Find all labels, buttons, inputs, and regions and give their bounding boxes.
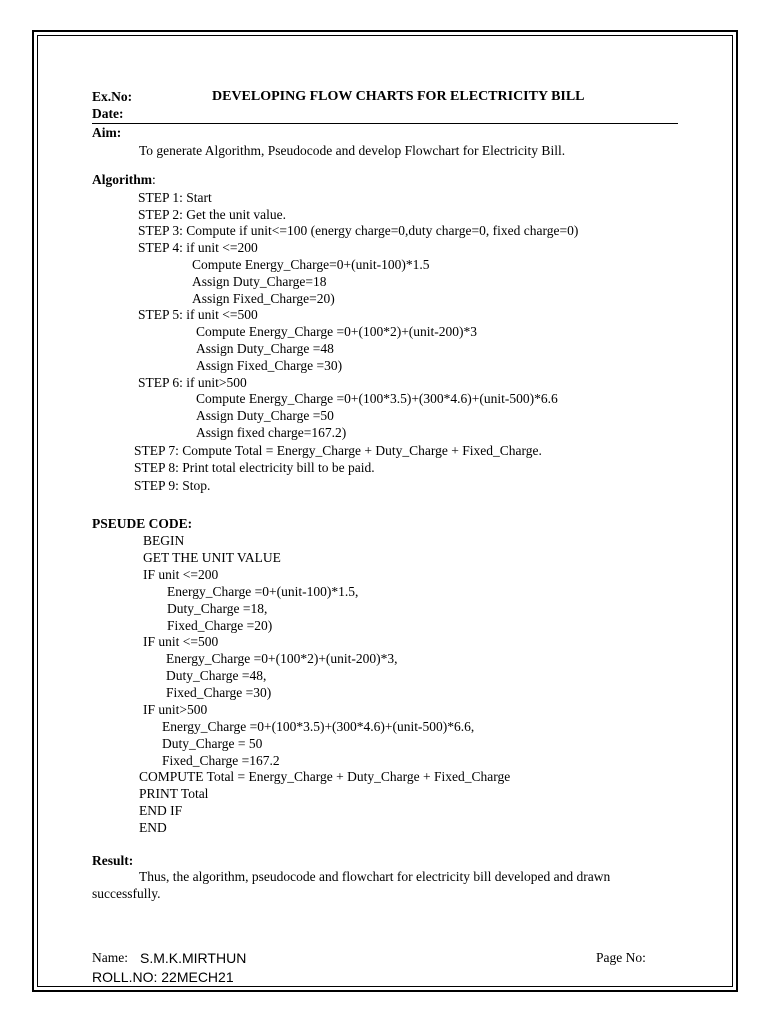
- algorithm-line: Assign fixed charge=167.2): [196, 425, 347, 440]
- algorithm-line: Assign Duty_Charge =48: [196, 341, 334, 356]
- algorithm-line: STEP 4: if unit <=200: [138, 240, 258, 255]
- pseudocode-line: END: [139, 820, 167, 835]
- algorithm-line: STEP 2: Get the unit value.: [138, 207, 286, 222]
- algorithm-line: Assign Fixed_Charge =30): [196, 358, 343, 373]
- pseudocode-line: IF unit>500: [143, 702, 208, 717]
- algorithm-line: Assign Fixed_Charge=20): [192, 291, 335, 306]
- pseudocode-line: COMPUTE Total = Energy_Charge + Duty_Charge + Fixed_Charge: [139, 769, 511, 784]
- algorithm-line: STEP 8: Print total electricity bill to be paid.: [134, 460, 375, 475]
- algorithm-line: STEP 3: Compute if unit<=100 (energy charge=0,duty charge=0, fixed charge=0): [138, 223, 579, 238]
- pseudocode-line: Fixed_Charge =20): [167, 618, 273, 633]
- algorithm-line: STEP 6: if unit>500: [138, 375, 247, 390]
- pseudocode-line: END IF: [139, 803, 183, 818]
- aim-text: To generate Algorithm, Pseudocode and develop Flowchart for Electricity Bill.: [139, 143, 566, 158]
- result-heading: Result:: [92, 853, 134, 868]
- pseudocode-line: IF unit <=200: [143, 567, 219, 582]
- pseudocode-line: BEGIN: [143, 533, 185, 548]
- pseudocode-line: Duty_Charge =48,: [166, 668, 267, 683]
- pseudocode-line: IF unit <=500: [143, 634, 219, 649]
- algorithm-line: STEP 5: if unit <=500: [138, 307, 258, 322]
- student-name-label: Name:: [92, 950, 128, 965]
- result-text: Thus, the algorithm, pseudocode and flowchart for electricity bill developed and drawn successfully.: [92, 869, 611, 901]
- pseudocode-line: Fixed_Charge =167.2: [162, 753, 280, 768]
- pseudocode-line: Duty_Charge = 50: [162, 736, 263, 751]
- algorithm-line: Compute Energy_Charge =0+(100*3.5)+(300*4.6)+(unit-500)*6.6: [196, 391, 558, 406]
- algorithm-line: Assign Duty_Charge =50: [196, 408, 334, 423]
- algorithm-line: STEP 9: Stop.: [134, 478, 211, 493]
- roll-number: ROLL.NO: 22MECH21: [92, 969, 234, 985]
- student-name: S.M.K.MIRTHUN: [140, 950, 247, 966]
- algorithm-heading: Algorithm:: [92, 172, 156, 187]
- algorithm-line: Compute Energy_Charge =0+(100*2)+(unit-200)*3: [196, 324, 478, 339]
- pseudocode-line: Duty_Charge =18,: [167, 601, 268, 616]
- pseudocode-line: Energy_Charge =0+(unit-100)*1.5,: [167, 584, 359, 599]
- algorithm-line: Compute Energy_Charge=0+(unit-100)*1.5: [192, 257, 430, 272]
- exno-label: Ex.No:: [92, 89, 133, 104]
- pseudocode-line: GET THE UNIT VALUE: [143, 550, 281, 565]
- page-number-label: Page No:: [596, 950, 646, 965]
- algorithm-line: Assign Duty_Charge=18: [192, 274, 327, 289]
- pseudocode-line: Energy_Charge =0+(100*3.5)+(300*4.6)+(unit-500)*6.6,: [162, 719, 475, 734]
- aim-heading: Aim:: [92, 125, 122, 140]
- pseudocode-line: PRINT Total: [139, 786, 209, 801]
- date-label: Date:: [92, 106, 124, 121]
- algorithm-line: STEP 7: Compute Total = Energy_Charge + Duty_Charge + Fixed_Charge.: [134, 443, 542, 458]
- pseudocode-heading: PSEUDE CODE:: [92, 516, 193, 531]
- pseudocode-line: Fixed_Charge =30): [166, 685, 272, 700]
- algorithm-line: STEP 1: Start: [138, 190, 212, 205]
- page-title: DEVELOPING FLOW CHARTS FOR ELECTRICITY BILL: [212, 89, 585, 104]
- pseudocode-line: Energy_Charge =0+(100*2)+(unit-200)*3,: [166, 651, 398, 666]
- header-divider: [92, 123, 678, 124]
